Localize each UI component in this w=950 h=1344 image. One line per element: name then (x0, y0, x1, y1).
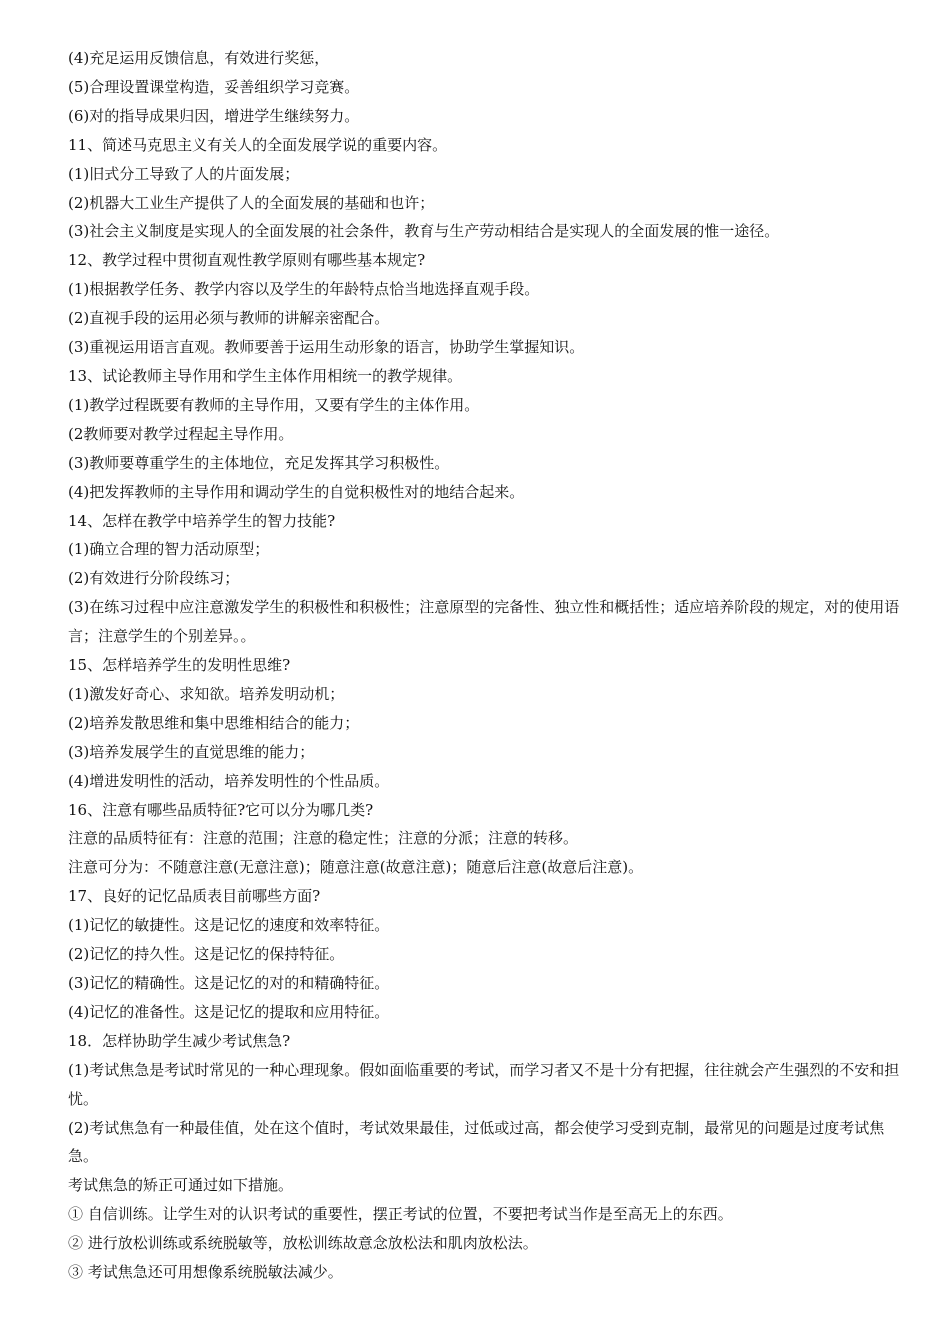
text-line: (3)社会主义制度是实现人的全面发展的社会条件，教育与生产劳动相结合是实现人的全面发展的惟一途径。 (68, 222, 780, 241)
text-line: ① 自信训练。让学生对的认识考试的重要性，摆正考试的位置，不要把考试当作是至高无上的东西。 (68, 1205, 733, 1224)
text-line: (4)充足运用反馈信息，有效进行奖惩， (68, 49, 330, 67)
text-line: (3)培养发展学生的直觉思维的能力； (68, 742, 315, 761)
text-line: (6)对的指导成果归因，增进学生继续努力。 (68, 106, 360, 125)
question-heading: 11、简述马克思主义有关人的全面发展学说的重要内容。 (68, 135, 448, 154)
question-heading: 12、教学过程中贯彻直观性教学原则有哪些基本规定? (68, 251, 426, 270)
question-heading: 13、试论教师主导作用和学生主体作用相统一的教学规律。 (68, 366, 463, 385)
text-line: ② 进行放松训练或系统脱敏等，放松训练故意念放松法和肌肉放松法。 (68, 1234, 538, 1253)
text-line: 注意的品质特征有：注意的范围；注意的稳定性；注意的分派；注意的转移。 (68, 829, 579, 848)
question-heading: 16、注意有哪些品质特征?它可以分为哪几类? (68, 800, 374, 819)
text-line: (1)确立合理的智力活动原型； (68, 540, 270, 559)
question-heading: 18．怎样协助学生减少考试焦急? (68, 1031, 291, 1050)
text-line: (3)在练习过程中应注意激发学生的积极性和积极性；注意原型的完备性、独立性和概括性；适应培养阶段的规定，对的使用语言；注意学生的个别差异。。 (68, 598, 900, 646)
question-heading: 15、怎样培养学生的发明性思维? (68, 656, 291, 675)
text-line: (1)根据教学任务、教学内容以及学生的年龄特点恰当地选择直观手段。 (68, 280, 540, 299)
question-heading: 14、怎样在教学中培养学生的智力技能? (68, 511, 336, 530)
text-line: (2)记忆的持久性。这是记忆的保持特征。 (68, 945, 345, 964)
text-line: (4)增进发明性的活动，培养发明性的个性品质。 (68, 771, 390, 790)
text-line: (1)考试焦急是考试时常见的一种心理现象。假如面临重要的考试，而学习者又不是十分有把握，往往就会产生强烈的不安和担忧。 (68, 1060, 900, 1108)
text-line: (1)记忆的敏捷性。这是记忆的速度和效率特征。 (68, 916, 390, 935)
text-line: (2)培养发散思维和集中思维相结合的能力； (68, 713, 360, 732)
text-line: 考试焦急的矫正可通过如下措施。 (68, 1176, 294, 1195)
text-line: (2)有效进行分阶段练习； (68, 569, 240, 588)
text-line: (4)把发挥教师的主导作用和调动学生的自觉积极性对的地结合起来。 (68, 482, 525, 501)
text-line: 注意可分为：不随意注意(无意注意)；随意注意(故意注意)；随意后注意(故意后注意)。 (68, 858, 644, 877)
text-line: (3)重视运用语言直观。教师要善于运用生动形象的语言，协助学生掌握知识。 (68, 338, 585, 357)
document-page (68, 44, 910, 1287)
text-line: (1)激发好奇心、求知欲。培养发明动机； (68, 684, 345, 703)
text-line: (2)机器大工业生产提供了人的全面发展的基础和也许； (68, 193, 435, 212)
text-line: (2教师要对教学过程起主导作用。 (68, 424, 294, 443)
text-line: (3)教师要尊重学生的主体地位，充足发挥其学习积极性。 (68, 453, 450, 472)
text-line: (2)直视手段的运用必须与教师的讲解亲密配合。 (68, 309, 390, 328)
text-line: (2)考试焦急有一种最佳值，处在这个值时，考试效果最佳，过低或过高，都会使学习受到克制，最常见的问题是过度考试焦急。 (68, 1118, 885, 1166)
text-line: (3)记忆的精确性。这是记忆的对的和精确特征。 (68, 974, 390, 992)
question-heading: 17、良好的记忆品质表目前哪些方面? (68, 887, 321, 906)
text-line: ③ 考试焦急还可用想像系统脱敏法减少。 (68, 1263, 343, 1282)
text-line: (1)教学过程既要有教师的主导作用，又要有学生的主体作用。 (68, 395, 480, 414)
text-line: (1)旧式分工导致了人的片面发展； (68, 164, 300, 183)
text-line: (4)记忆的准备性。这是记忆的提取和应用特征。 (68, 1002, 390, 1021)
text-line: (5)合理设置课堂构造，妥善组织学习竞赛。 (68, 77, 360, 96)
